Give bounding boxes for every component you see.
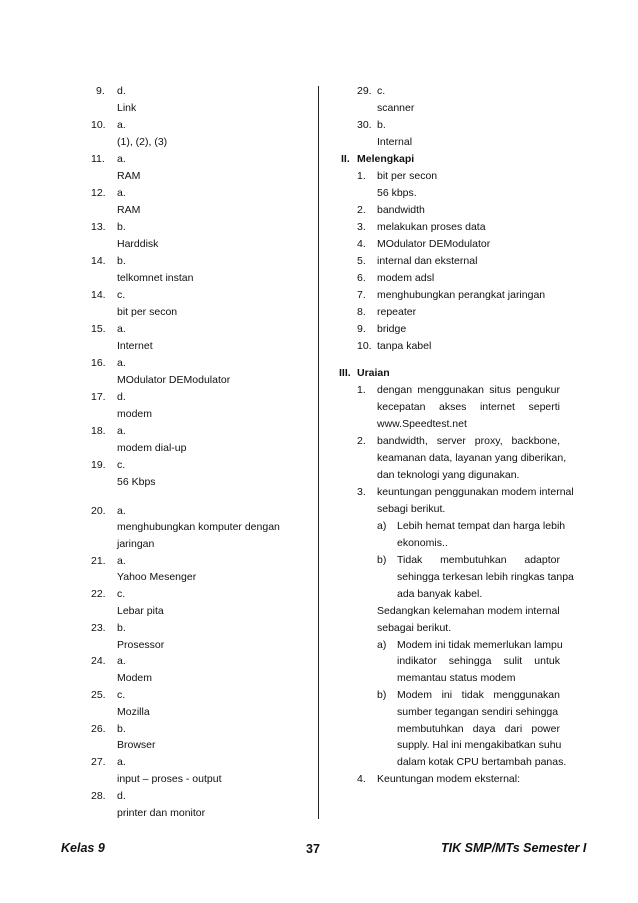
item-number: 10. [91, 119, 106, 131]
sub-text: dalam kotak CPU bertambah panas. [397, 756, 567, 768]
item-option: b. [117, 221, 126, 233]
item-number: 5. [357, 255, 366, 267]
item-option: b. [117, 622, 126, 634]
item-option: a. [117, 425, 126, 437]
item-number: 30. [357, 119, 372, 131]
item-number: 9. [96, 85, 105, 97]
item-number: 28. [91, 790, 106, 802]
item-number: 14. [91, 289, 106, 301]
item-number: 26. [91, 723, 106, 735]
item-answer: Yahoo Mesenger [117, 571, 197, 583]
q1-line-1: dengan menggunakan situs pengukur [377, 384, 560, 396]
item-answer: (1), (2), (3) [117, 136, 168, 148]
item-number: 1. [357, 384, 366, 396]
item-option: d. [117, 85, 126, 97]
item-number: 19. [91, 459, 106, 471]
q1-line-3: www.Speedtest.net [377, 418, 467, 430]
sub-text: sumber tegangan sendiri sehingga [397, 706, 559, 718]
section-title: Melengkapi [357, 153, 415, 165]
item-option: a. [117, 555, 126, 567]
item-option: c. [117, 289, 126, 301]
page-number: 37 [306, 842, 320, 856]
item-text: MOdulator DEModulator [377, 238, 491, 250]
item-number: 18. [91, 425, 106, 437]
section-roman: III. [339, 367, 351, 379]
item-answer: Prosessor [117, 639, 165, 651]
item-answer: Modem [117, 672, 153, 684]
sub-text: sehingga terkesan lebih ringkas tanpa [397, 571, 574, 583]
item-number: 11. [91, 153, 105, 165]
item-option: a. [117, 323, 126, 335]
item-number: 7. [357, 289, 366, 301]
item-answer: printer dan monitor [117, 807, 206, 819]
item-text: tanpa kabel [377, 340, 432, 352]
item-option: b. [117, 723, 126, 735]
sub-text: ekonomis.. [397, 537, 448, 549]
item-number: 3. [357, 486, 366, 498]
sub-text: membutuhkan daya dari power [397, 723, 560, 735]
item-answer: Browser [117, 739, 156, 751]
item-answer: telkomnet instan [117, 272, 194, 284]
item-number: 10. [357, 340, 372, 352]
item-option: a. [117, 153, 126, 165]
q2-line-1: bandwidth, server proxy, backbone, [377, 435, 560, 447]
item-answer: Link [117, 102, 137, 114]
item-number: 2. [357, 435, 366, 447]
q2-line-2: keamanan data, layanan yang diberikan, [377, 452, 567, 464]
item-number: 17. [91, 391, 106, 403]
item-number: 4. [357, 238, 366, 250]
sub-text: memantau status modem [397, 672, 516, 684]
sub-label: a) [377, 520, 387, 532]
column-divider [318, 86, 319, 819]
section-title: Uraian [357, 367, 390, 379]
q3-line-4: sebagai berikut. [377, 622, 452, 634]
q3-line-1: keuntungan penggunakan modem internal [377, 486, 574, 498]
item-number: 24. [91, 655, 106, 667]
item-number: 22. [91, 588, 106, 600]
sub-text: Modem ini tidak memerlukan lampu [397, 639, 563, 651]
item-text: menghubungkan perangkat jaringan [377, 289, 546, 301]
item-answer: menghubungkan komputer dengan [117, 521, 280, 533]
item-answer: Mozilla [117, 706, 150, 718]
item-option: a. [117, 756, 126, 768]
item-answer: Harddisk [117, 238, 159, 250]
item-number: 8. [357, 306, 366, 318]
q4-text: Keuntungan modem eksternal: [377, 773, 521, 785]
item-option: b. [377, 119, 386, 131]
sub-label: a) [377, 639, 387, 651]
item-option: c. [117, 588, 126, 600]
item-text: repeater [377, 306, 417, 318]
item-answer: bit per secon [117, 306, 178, 318]
item-text: melakukan proses data [377, 221, 486, 233]
item-text: bit per secon [377, 170, 438, 182]
sub-text: Tidak membutuhkan adaptor [397, 554, 560, 566]
item-number: 27. [91, 756, 106, 768]
item-answer: RAM [117, 204, 141, 216]
item-number: 25. [91, 689, 106, 701]
item-text: modem adsl [377, 272, 435, 284]
item-text: bridge [377, 323, 407, 335]
item-option: a. [117, 357, 126, 369]
sub-text: ada banyak kabel. [397, 588, 483, 600]
item-option: c. [377, 85, 386, 97]
footer-right: TIK SMP/MTs Semester I [441, 841, 587, 855]
q1-line-2: kecepatan akses internet seperti [377, 401, 560, 413]
q3-line-3: Sedangkan kelemahan modem internal [377, 605, 560, 617]
item-answer: RAM [117, 170, 141, 182]
item-text: internal dan eksternal [377, 255, 478, 267]
item-number: 13. [91, 221, 106, 233]
item-option: c. [117, 459, 126, 471]
item-number: 3. [357, 221, 366, 233]
q3-line-2: sebagi berikut. [377, 503, 446, 515]
item-answer: modem dial-up [117, 442, 187, 454]
item-option: a. [117, 187, 126, 199]
item-option: a. [117, 119, 126, 131]
item-number: 1. [357, 170, 366, 182]
item-option: d. [117, 790, 126, 802]
item-number: 9. [357, 323, 366, 335]
item-number: 6. [357, 272, 366, 284]
item-answer: input – proses - output [117, 773, 222, 785]
item-text-continued: 56 kbps. [377, 187, 417, 199]
item-number: 16. [91, 357, 106, 369]
sub-text: indikator sehingga sulit untuk [397, 655, 560, 667]
q2-line-3: dan teknologi yang digunakan. [377, 469, 520, 481]
item-number: 2. [357, 204, 366, 216]
item-option: b. [117, 255, 126, 267]
item-number: 20. [91, 505, 106, 517]
sub-text: supply. Hal ini mengakibatkan suhu [397, 739, 562, 751]
sub-text: Lebih hemat tempat dan harga lebih [397, 520, 566, 532]
item-answer: Internet [117, 340, 153, 352]
sub-label: b) [377, 554, 387, 566]
item-option: a. [117, 505, 126, 517]
item-answer: modem [117, 408, 153, 420]
item-number: 29. [357, 85, 372, 97]
item-option: d. [117, 391, 126, 403]
item-text: bandwidth [377, 204, 425, 216]
item-number: 14. [91, 255, 106, 267]
item-option: a. [117, 655, 126, 667]
item-answer: 56 Kbps [117, 476, 156, 488]
item-answer: Internal [377, 136, 413, 148]
item-answer: MOdulator DEModulator [117, 374, 231, 386]
item-option: c. [117, 689, 126, 701]
footer-left: Kelas 9 [61, 841, 105, 855]
item-answer-continued: jaringan [117, 538, 155, 550]
item-number: 15. [91, 323, 106, 335]
item-answer: Lebar pita [117, 605, 164, 617]
item-number: 23. [91, 622, 106, 634]
section-roman: II. [341, 153, 350, 165]
sub-text: Modem ini tidak menggunakan [397, 689, 560, 701]
item-number: 21. [91, 555, 106, 567]
sub-label: b) [377, 689, 387, 701]
item-answer: scanner [377, 102, 415, 114]
item-number: 4. [357, 773, 366, 785]
item-number: 12. [91, 187, 106, 199]
